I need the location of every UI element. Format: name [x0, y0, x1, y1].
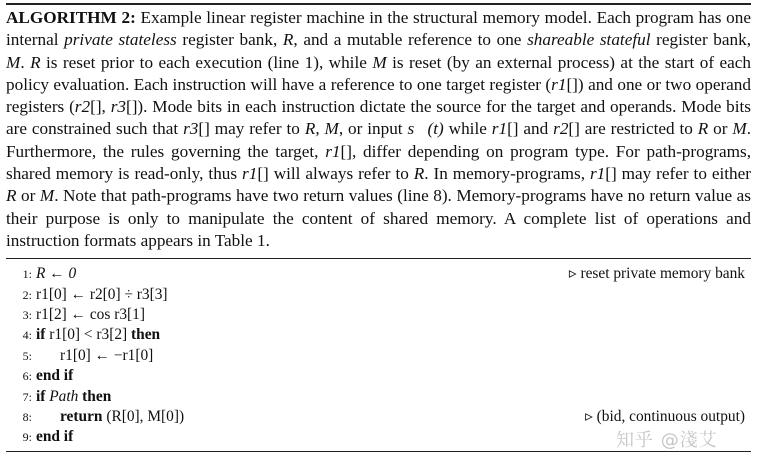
algorithm-line-8	[6, 407, 751, 427]
caption-var: M	[39, 186, 55, 206]
line-number: 9:	[22, 430, 32, 445]
caption-text: register bank,	[650, 30, 752, 50]
top-rule	[6, 3, 751, 5]
line-number: 3:	[22, 308, 32, 323]
line-code: r1[0] < r3[2]	[45, 326, 132, 344]
caption-var: M	[324, 119, 339, 139]
mid-rule	[6, 258, 751, 259]
line-number: 4:	[22, 328, 32, 343]
caption-var: R	[30, 52, 41, 72]
caption-text: or	[16, 186, 40, 206]
algorithm-line-1	[6, 264, 751, 284]
caption-text: , or input	[338, 119, 408, 139]
line-comment: ▹ (bid, continuous output)	[585, 408, 745, 425]
caption-text: [] may refer to	[198, 119, 305, 139]
caption-var: R	[304, 119, 316, 139]
caption-var: r2	[553, 119, 569, 139]
caption-text: .	[20, 52, 31, 72]
line-code: Path	[45, 387, 83, 405]
keyword-return: return	[60, 408, 103, 425]
line-code: r1[0] ← −r1[0]	[60, 346, 154, 364]
keyword-then: then	[131, 326, 161, 344]
algorithm-caption	[6, 7, 751, 252]
caption-var: R	[697, 119, 709, 139]
caption-text: , and a mutable reference to one	[293, 30, 528, 50]
caption-text: [] will always refer to	[257, 164, 414, 184]
caption-var: M	[6, 52, 21, 72]
line-comment: ▹ reset private memory bank	[568, 265, 745, 283]
algorithm-line-6	[6, 366, 751, 386]
caption-var: M	[372, 52, 387, 72]
watermark: 知乎 @淺艾	[616, 430, 718, 451]
caption-text: . Note that path-programs have two return values (line 8). Memory-programs have no return value as their purpose is only to manipulate the content of shared memory. A complete list of operations and instruction formats appears in Table 1.	[6, 186, 751, 250]
caption-var: r1	[242, 164, 258, 184]
caption-text: while	[443, 119, 492, 139]
keyword-if: if	[36, 387, 46, 405]
caption-var: s⃗(t)	[407, 119, 444, 139]
caption-text: or	[708, 119, 733, 139]
caption-var: r1	[325, 141, 341, 161]
line-code: (R[0], M[0])	[102, 408, 185, 425]
line-code: r1[2] ← cos r3[1]	[36, 306, 145, 324]
line-code: r1[0] ← r2[0] ÷ r3[3]	[36, 285, 168, 303]
caption-text: [] are restricted to	[568, 119, 698, 139]
caption-var: R	[6, 186, 17, 206]
caption-emphasis: private stateless	[64, 30, 177, 50]
caption-text: [], differ depending on program type. For path-programs, shared memory is read-only, thus	[6, 141, 752, 184]
algorithm-label: ALGORITHM 2:	[6, 8, 136, 27]
keyword-if: if	[36, 326, 46, 344]
caption-var: M	[732, 119, 747, 139]
algorithm-lines	[6, 264, 751, 448]
caption-var: r2	[74, 97, 91, 117]
line-number: 8:	[22, 410, 32, 424]
keyword-then: then	[82, 387, 112, 405]
caption-emphasis: shareable stateful	[527, 30, 651, 50]
caption-var: r1	[589, 164, 606, 184]
caption-text: ,	[315, 119, 325, 139]
algorithm-line-3	[6, 305, 751, 325]
line-code: R ← 0	[36, 265, 77, 283]
algorithm-line-5	[6, 346, 751, 366]
line-number: 5:	[22, 348, 32, 363]
keyword-end-if: end if	[36, 428, 74, 446]
caption-var: R	[413, 164, 425, 184]
algorithm-line-7	[6, 387, 751, 407]
line-number: 7:	[22, 389, 32, 404]
caption-text: [] and	[507, 119, 554, 139]
caption-var: R	[282, 30, 294, 50]
caption-text: is reset (by an external process) at the start of each policy evaluation. Each instruction will have a reference to one target register (	[6, 52, 752, 94]
caption-text: is reset prior to each execution (line 1), while	[40, 52, 373, 72]
line-number: 2:	[22, 287, 32, 302]
line-number: 6:	[22, 369, 32, 384]
algorithm-line-2	[6, 285, 751, 305]
caption-text: Example linear register machine in the structural memory model. Each program has one internal	[6, 8, 751, 50]
algorithm-line-4	[6, 325, 751, 345]
line-number: 1:	[22, 267, 32, 282]
caption-text: register bank,	[176, 30, 283, 50]
caption-var: r1	[491, 119, 508, 139]
caption-text: [] may refer to either	[605, 164, 751, 184]
caption-var: r3	[110, 97, 126, 117]
caption-var: r3	[183, 119, 199, 139]
caption-text: . Furthermore, the rules governing the target,	[6, 119, 752, 161]
caption-text: [],	[90, 97, 111, 117]
keyword-end-if: end if	[36, 367, 74, 385]
caption-var: r1	[551, 74, 567, 94]
caption-text: []) and one or two operand registers (	[6, 74, 751, 117]
caption-text: . In memory-programs,	[424, 164, 590, 184]
algorithm-box	[6, 0, 751, 452]
caption-text: []). Mode bits in each instruction dictate the source for the target and operands. Mode bits are constrained such that	[6, 97, 751, 139]
